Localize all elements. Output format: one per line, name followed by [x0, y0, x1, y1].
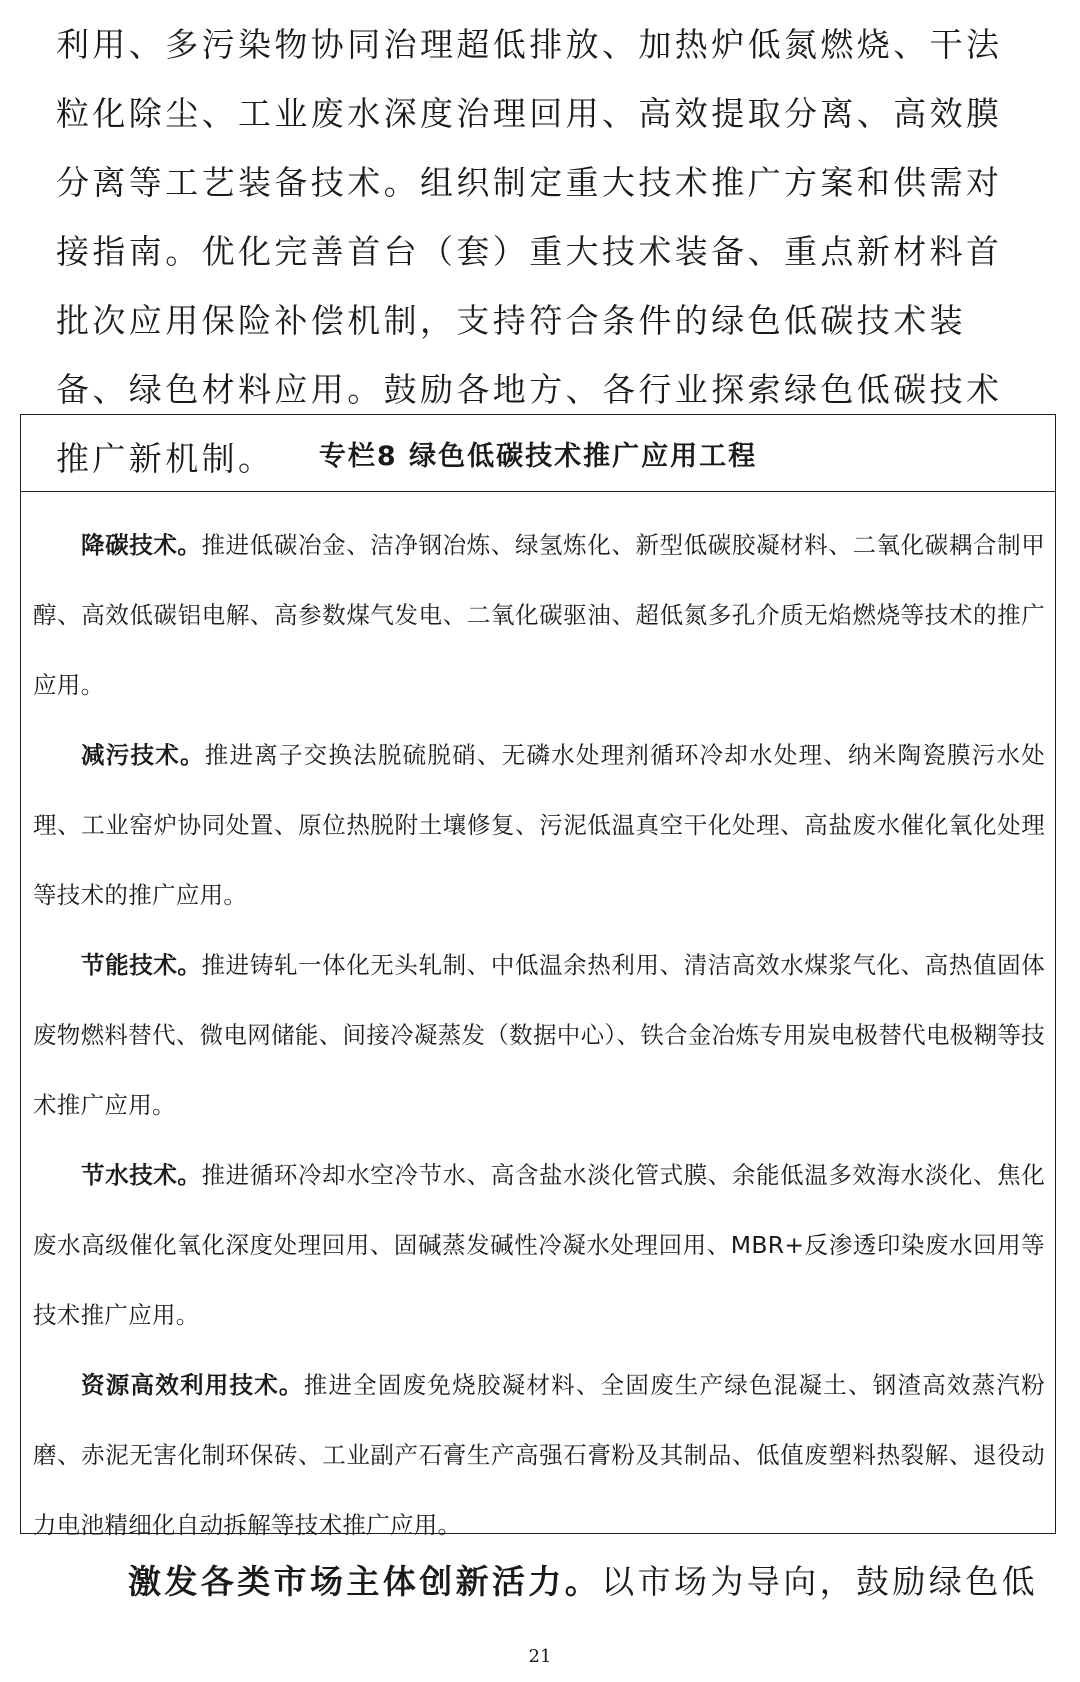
item-heading: 节水技术。 [81, 1161, 202, 1189]
item-text: 推进全固废免烧胶凝材料、全固废生产绿色混凝土、钢渣高效蒸汽粉磨、赤泥无害化制环保砖、工业副产石膏生产高强石膏粉及其制品、低值废塑料热裂解、退役动力电池精细化自动拆解等技术推广应用。 [33, 1371, 1046, 1539]
item-heading: 资源高效利用技术。 [81, 1371, 304, 1399]
item-resource-efficiency [33, 1350, 1045, 1560]
item-heading: 节能技术。 [81, 951, 202, 979]
item-heading: 降碳技术。 [81, 531, 202, 559]
special-column-body [21, 492, 1055, 1560]
body-paragraph-top: 利用、多污染物协同治理超低排放、加热炉低氮燃烧、干法粒化除尘、工业废水深度治理回用、高效提取分离、高效膜分离等工艺装备技术。组织制定重大技术推广方案和供需对接指南。优化完善首台（套）重大技术装备、重点新材料首批次应用保险补偿机制，支持符合条件的绿色低碳技术装备、绿色材料应用。鼓励各地方、各行业探索绿色低碳技术推广新机制。 [56, 25, 1003, 478]
body-paragraph-bottom [56, 1552, 1056, 1612]
item-water-saving [33, 1140, 1045, 1350]
paragraph-heading: 激发各类市场主体创新活力。 [128, 1562, 602, 1601]
special-column-box [20, 414, 1056, 1539]
item-text: 推进低碳冶金、洁净钢冶炼、绿氢炼化、新型低碳胶凝材料、二氧化碳耦合制甲醇、高效低碳铝电解、高参数煤气发电、二氧化碳驱油、超低氮多孔介质无焰燃烧等技术的推广应用。 [33, 531, 1046, 699]
page-number: 21 [528, 1646, 552, 1667]
item-text: 推进离子交换法脱硫脱硝、无磷水处理剂循环冷却水处理、纳米陶瓷膜污水处理、工业窑炉协同处置、原位热脱附土壤修复、污泥低温真空干化处理、高盐废水催化氧化处理等技术的推广应用。 [33, 741, 1046, 909]
paragraph-text: 以市场为导向，鼓励绿色低 [601, 1562, 1039, 1601]
item-text: 推进循环冷却水空冷节水、高含盐水淡化管式膜、余能低温多效海水淡化、焦化废水高级催化氧化深度处理回用、固碱蒸发碱性冷凝水处理回用、MBR+反渗透印染废水回用等技术推广应用。 [33, 1161, 1046, 1329]
special-column-title: 专栏8 绿色低碳技术推广应用工程 [21, 415, 1055, 492]
item-text: 推进铸轧一体化无头轧制、中低温余热利用、清洁高效水煤浆气化、高热值固体废物燃料替代、微电网储能、间接冷凝蒸发（数据中心）、铁合金冶炼专用炭电极替代电极糊等技术推广应用。 [33, 951, 1046, 1119]
item-energy-saving [33, 930, 1045, 1140]
item-carbon-reduction [33, 510, 1045, 720]
item-heading: 减污技术。 [81, 741, 205, 769]
item-pollution-reduction [33, 720, 1045, 930]
